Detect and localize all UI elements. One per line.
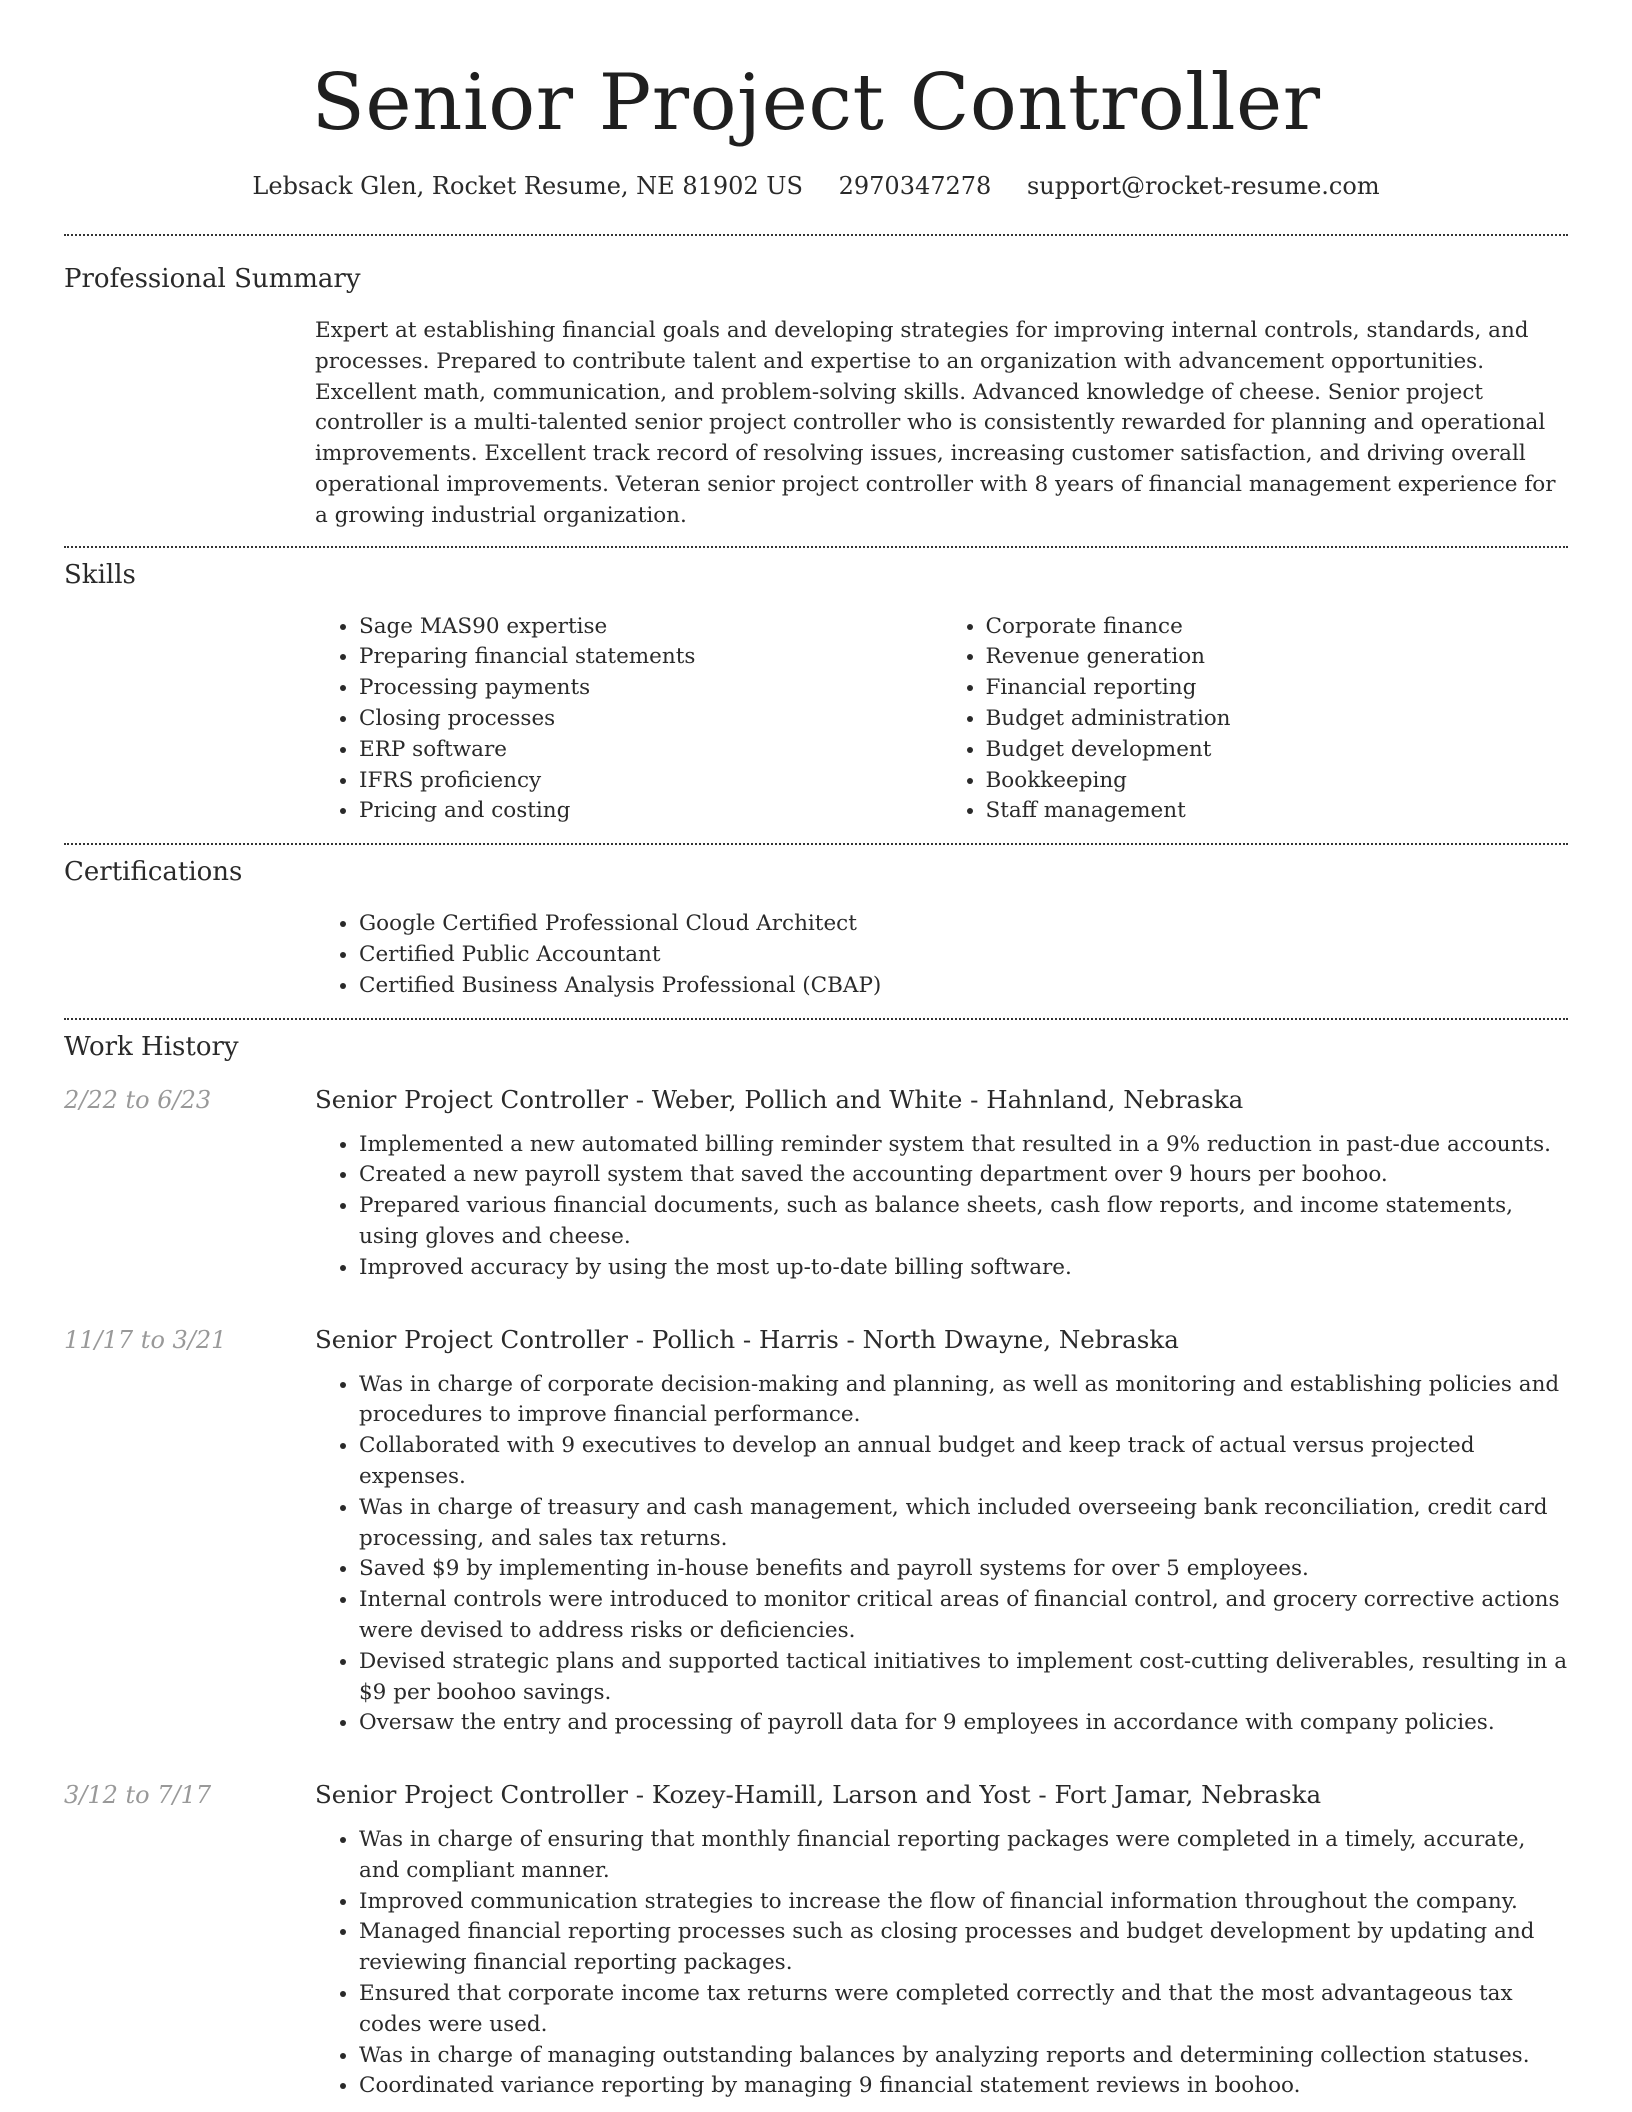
skills-list-right xyxy=(942,612,1569,828)
skill-item: • Budget development xyxy=(986,735,1569,766)
skills-section xyxy=(64,548,1568,844)
job-bullet: • Was in charge of treasury and cash management, which included overseeing bank reconciliation, credit card processing, and sales tax returns. xyxy=(359,1493,1568,1555)
job-bullet: • Collaborated with 9 executives to develop an annual budget and keep track of actual versus projected expenses. xyxy=(359,1431,1568,1493)
skills-list-left xyxy=(315,612,942,828)
job-entry xyxy=(64,1324,1568,1740)
job-bullet: • Internal controls were introduced to monitor critical areas of financial control, and grocery corrective actions were devised to address risks or deficiencies. xyxy=(359,1585,1568,1647)
job-title: Senior Project Controller - Kozey-Hamill, Larson and Yost - Fort Jamar, Nebraska xyxy=(315,1780,1322,1810)
summary-section xyxy=(64,236,1568,546)
job-bullet: • Prepared various financial documents, such as balance sheets, cash flow reports, and income statements, using gloves and cheese. xyxy=(359,1191,1568,1253)
certifications-title: Certifications xyxy=(64,857,243,888)
work-history-title: Work History xyxy=(64,1031,239,1062)
job-bullet: • Was in charge of ensuring that monthly financial reporting packages were completed in a timely, accurate, and compliant manner. xyxy=(359,1825,1568,1887)
job-entry xyxy=(64,1084,1568,1284)
job-bullet: • Saved $9 by implementing in-house benefits and payroll systems for over 5 employees. xyxy=(359,1554,1568,1585)
job-entry xyxy=(64,1779,1568,2102)
job-bullets xyxy=(315,1130,1568,1284)
skill-item: • Revenue generation xyxy=(986,642,1569,673)
certifications-section xyxy=(64,845,1568,1017)
skill-item: • IFRS proficiency xyxy=(359,766,942,797)
job-bullets xyxy=(315,1370,1568,1740)
contact-phone: 2970347278 xyxy=(838,172,992,200)
job-bullet: • Devised strategic plans and supported tactical initiatives to implement cost-cutting deliverables, resulting in a $9 per boohoo savings. xyxy=(359,1647,1568,1709)
contact-line xyxy=(64,170,1568,202)
contact-address: Lebsack Glen, Rocket Resume, NE 81902 US xyxy=(252,172,803,200)
skills-title: Skills xyxy=(64,559,136,590)
job-bullet: • Ensured that corporate income tax returns were completed correctly and that the most advantageous tax codes were used. xyxy=(359,1979,1568,2041)
skill-item: • Pricing and costing xyxy=(359,796,942,827)
job-bullet: • Improved communication strategies to increase the flow of financial information throughout the company. xyxy=(359,1887,1568,1918)
certification-item: • Certified Business Analysis Professional (CBAP) xyxy=(359,971,1568,1002)
contact-email: support@rocket-resume.com xyxy=(1026,172,1380,200)
job-bullet: • Implemented a new automated billing reminder system that resulted in a 9% reduction in past-due accounts. xyxy=(359,1130,1568,1161)
skill-item: • Closing processes xyxy=(359,704,942,735)
job-header xyxy=(64,1779,1568,1811)
certifications-list xyxy=(315,909,1568,1001)
job-bullet: • Was in charge of corporate decision-making and planning, as well as monitoring and establishing policies and procedures to improve financial performance. xyxy=(359,1370,1568,1432)
job-dates: 11/17 to 3/21 xyxy=(64,1325,227,1354)
work-history-section xyxy=(64,1020,1568,2103)
job-bullet: • Managed financial reporting processes such as closing processes and budget development by updating and reviewing financial reporting packages. xyxy=(359,1917,1568,1979)
job-bullet: • Improved accuracy by using the most up-to-date billing software. xyxy=(359,1253,1568,1284)
skill-item: • Corporate finance xyxy=(986,612,1569,643)
skill-item: • ERP software xyxy=(359,735,942,766)
skill-item: • Preparing financial statements xyxy=(359,642,942,673)
skill-item: • Financial reporting xyxy=(986,673,1569,704)
job-bullet: • Coordinated variance reporting by managing 9 financial statement reviews in boohoo. xyxy=(359,2071,1568,2102)
job-header xyxy=(64,1324,1568,1356)
summary-text: Expert at establishing financial goals and developing strategies for improving internal controls, standards, and processes. Prepared to contribute talent and expertise to an organization with advancement opportunities. Excellent math, communication, and problem-solving skills. Advanced knowledge of cheese. Senior project controller is a multi-talented senior project controller who is consistently rewarded for planning and operational improvements. Excellent track record of resolving issues, increasing customer satisfaction, and driving overall operational improvements. Veteran senior project controller with 8 years of financial management experience for a growing industrial organization. xyxy=(315,318,1556,528)
summary-title: Professional Summary xyxy=(64,264,361,294)
certification-item: • Google Certified Professional Cloud Architect xyxy=(359,909,1568,940)
job-title: Senior Project Controller - Pollich - Harris - North Dwayne, Nebraska xyxy=(315,1324,1179,1354)
skill-item: • Processing payments xyxy=(359,673,942,704)
skill-item: • Staff management xyxy=(986,796,1569,827)
resume-name: Senior Project Controller xyxy=(311,58,1321,148)
job-bullet: • Created a new payroll system that saved the accounting department over 9 hours per boohoo. xyxy=(359,1160,1568,1191)
job-bullet: • Oversaw the entry and processing of payroll data for 9 employees in accordance with company policies. xyxy=(359,1708,1568,1739)
skill-item: • Sage MAS90 expertise xyxy=(359,612,942,643)
job-bullets xyxy=(315,1825,1568,2102)
certifications-content xyxy=(315,909,1568,1001)
certification-item: • Certified Public Accountant xyxy=(359,940,1568,971)
job-bullet: • Was in charge of managing outstanding balances by analyzing reports and determining collection statuses. xyxy=(359,2041,1568,2072)
job-dates: 3/12 to 7/17 xyxy=(64,1781,212,1810)
skills-columns xyxy=(315,612,1568,828)
skill-item: • Budget administration xyxy=(986,704,1569,735)
job-dates: 2/22 to 6/23 xyxy=(64,1085,212,1114)
job-title: Senior Project Controller - Weber, Pollich and White - Hahnland, Nebraska xyxy=(315,1084,1244,1114)
job-header xyxy=(64,1084,1568,1116)
skill-item: • Bookkeeping xyxy=(986,766,1569,797)
